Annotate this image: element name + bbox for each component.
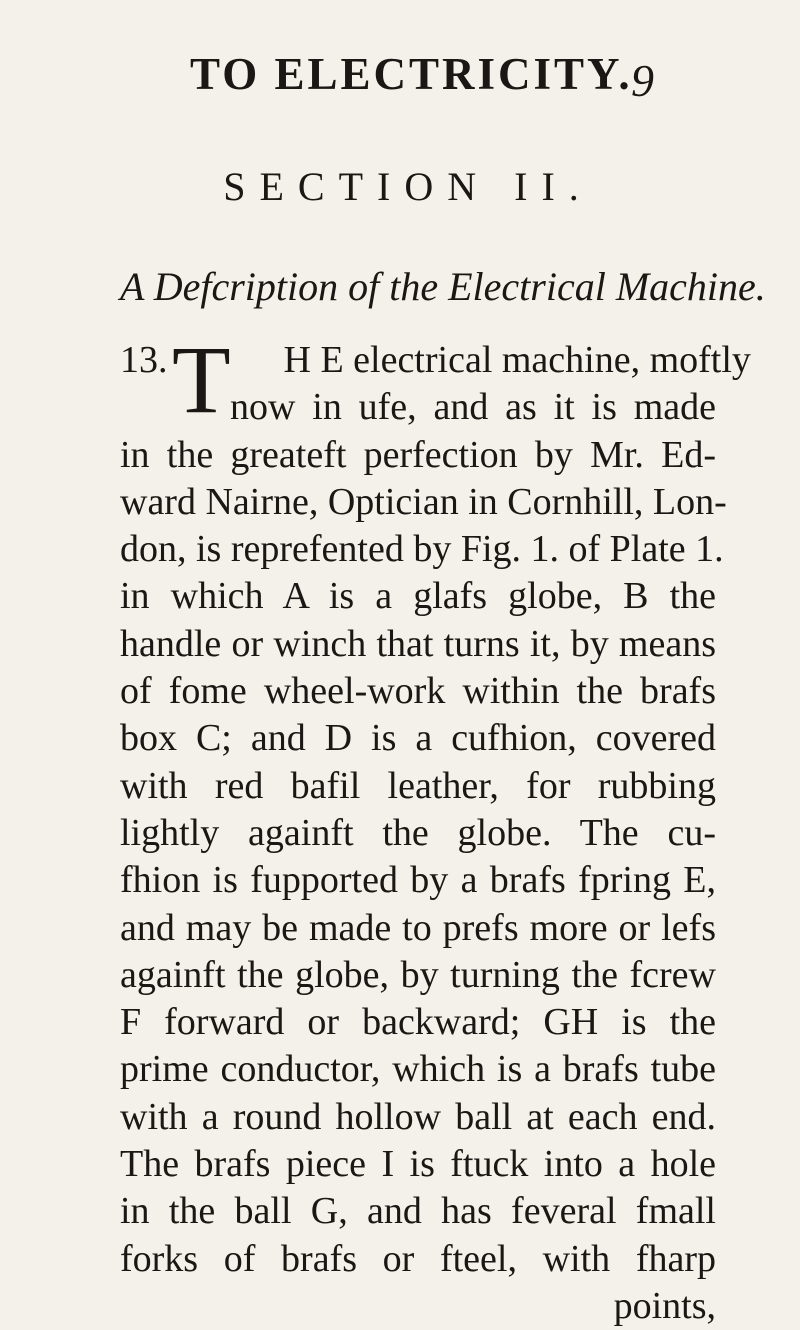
paragraph-line: handle or winch that turns it, by means bbox=[120, 622, 716, 665]
paragraph-line: forks of brafs or fteel, with fharp bbox=[120, 1237, 716, 1280]
paragraph-line: of fome wheel-work within the brafs bbox=[120, 670, 716, 713]
paragraph-line: ward Nairne, Optician in Cornhill, Lon- bbox=[120, 480, 727, 523]
line-text: now in ufe, and as it is made bbox=[230, 386, 716, 429]
paragraph-line: againft the globe, by turning the fcrew bbox=[120, 953, 716, 996]
paragraph-line: The brafs piece I is ftuck into a hole bbox=[120, 1143, 716, 1186]
section-heading: SECTION II. bbox=[223, 164, 593, 209]
paragraph-line: lightly againft the globe. The cu- bbox=[120, 811, 716, 854]
paragraph-line: F forward or backward; GH is the bbox=[120, 1001, 716, 1044]
paragraph-line: and may be made to prefs more or lefs bbox=[120, 906, 716, 949]
paragraph-13 bbox=[120, 326, 751, 1330]
paragraph-line: with red bafil leather, for rubbing bbox=[120, 764, 716, 807]
paragraph-line: fhion is fupported by a brafs fpring E, bbox=[120, 859, 716, 902]
paragraph-line: in the ball G, and has feveral fmall bbox=[120, 1190, 716, 1233]
paragraph-line: in the greateft perfection by Mr. Ed- bbox=[120, 433, 716, 476]
paragraph-line: in which A is a glafs globe, B the bbox=[120, 575, 716, 618]
running-head-title: TO ELECTRICITY. bbox=[190, 49, 633, 99]
line-text: H E electrical machine, moftly bbox=[283, 339, 751, 381]
paragraph-line: prime conductor, which is a brafs tube bbox=[120, 1048, 716, 1091]
page-number: 9 bbox=[631, 55, 654, 106]
paragraph-line: don, is reprefented by Fig. 1. of Plate 1. bbox=[120, 528, 724, 571]
drop-cap: T bbox=[172, 326, 231, 433]
paragraph-number: 13. bbox=[120, 339, 168, 381]
paragraph-line: with a round hollow ball at each end. bbox=[120, 1095, 716, 1138]
running-head bbox=[0, 48, 800, 108]
section-subtitle: A Defcription of the Electrical Machine. bbox=[120, 264, 766, 309]
paragraph-line: box C; and D is a cufhion, covered bbox=[120, 717, 716, 760]
catchword: points, bbox=[613, 1284, 716, 1327]
